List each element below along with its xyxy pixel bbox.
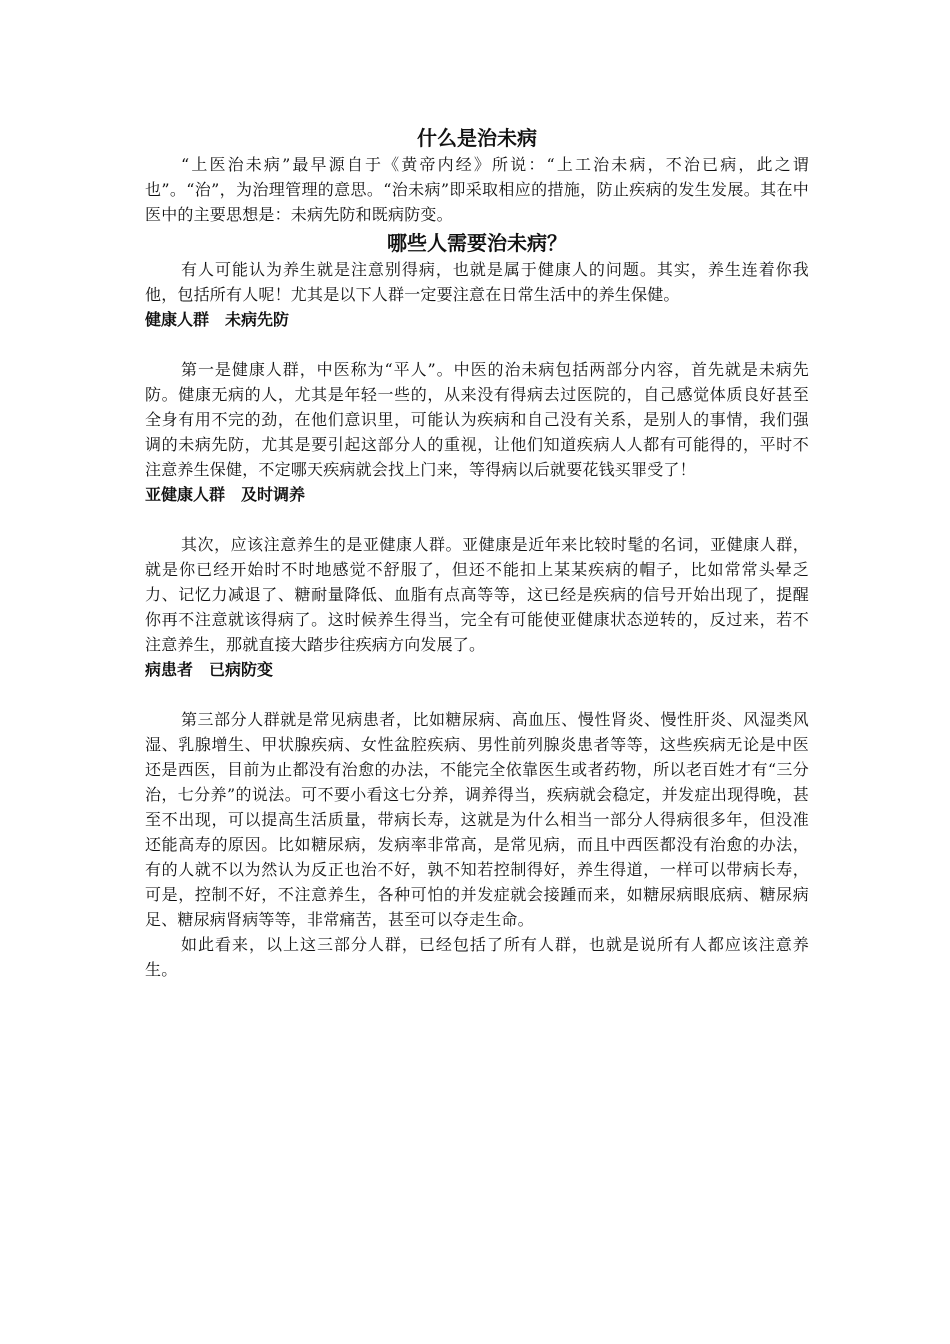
paragraph-overview: 有人可能认为养生就是注意别得病，也就是属于健康人的问题。其实，养生连着你我他，包括所有人呢！尤其是以下人群一定要注意在日常生活中的养生保健。 [145,260,809,304]
subheading-healthy-group: 健康人群 未病先防 [145,310,290,329]
paragraph-conclusion: 如此看来，以上这三部分人群，已经包括了所有人群，也就是说所有人都应该注意养生。 [145,935,809,979]
title-what-is-preventive-treatment: 什么是治未病 [417,126,537,150]
title-who-needs-it: 哪些人需要治未病？ [387,231,567,255]
paragraph-subhealthy-group: 其次，应该注意养生的是亚健康人群。亚健康是近年来比较时髦的名词，亚健康人群，就是你已经开始时不时地感觉不舒服了，但还不能扣上某某疾病的帽子，比如常常头晕乏力、记忆力减退了、糖耐量降低、血脂有点高等等，这已经是疾病的信号开始出现了，提醒你再不注意就该得病了。这时候养生得当，完全有可能使亚健康状态逆转的，反过来，若不注意养生，那就直接大踏步往疾病方向发展了。 [145,535,809,654]
blank-line [145,332,809,357]
paragraph-intro: “上医治未病”最早源自于《黄帝内经》所说：“上工治未病，不治已病，此之谓也”。“治”，为治理管理的意思。“治未病”即采取相应的措施，防止疾病的发生发展。其在中医中的主要思想是：未病先防和既病防变。 [145,155,809,224]
blank-line [145,507,809,532]
subheading-subhealthy-group: 亚健康人群 及时调养 [145,485,306,504]
paragraph-healthy-group: 第一是健康人群，中医称为“平人”。中医的治未病包括两部分内容，首先就是未病先防。健康无病的人，尤其是年轻一些的，从来没有得病去过医院的，自己感觉体质良好甚至全身有用不完的劲，在他们意识里，可能认为疾病和自己没有关系，是别人的事情，我们强调的未病先防，尤其是要引起这部分人的重视，让他们知道疾病人人都有可能得的，平时不注意养生保健，不定哪天疾病就会找上门来，等得病以后就要花钱买罪受了！ [145,360,809,479]
paragraph-patients: 第三部分人群就是常见病患者，比如糖尿病、高血压、慢性肾炎、慢性肝炎、风湿类风湿、乳腺增生、甲状腺疾病、女性盆腔疾病、男性前列腺炎患者等等，这些疾病无论是中医还是西医，目前为止都没有治愈的办法，不能完全依靠医生或者药物，所以老百姓才有“三分治，七分养”的说法。可不要小看这七分养，调养得当，疾病就会稳定，并发症出现得晚，甚至不出现，可以提高生活质量，带病长寿，这就是为什么相当一部分人得病很多年，但没准还能高寿的原因。比如糖尿病，发病率非常高，是常见病，而且中西医都没有治愈的办法，有的人就不以为然认为反正也治不好，孰不知若控制得好，养生得道，一样可以带病长寿，可是，控制不好，不注意养生，各种可怕的并发症就会接踵而来，如糖尿病眼底病、糖尿病足、糖尿病肾病等等，非常痛苦，甚至可以夺走生命。 [145,710,809,929]
document-page [145,120,809,982]
subheading-patients: 病患者 已病防变 [145,660,274,679]
blank-line [145,682,809,707]
